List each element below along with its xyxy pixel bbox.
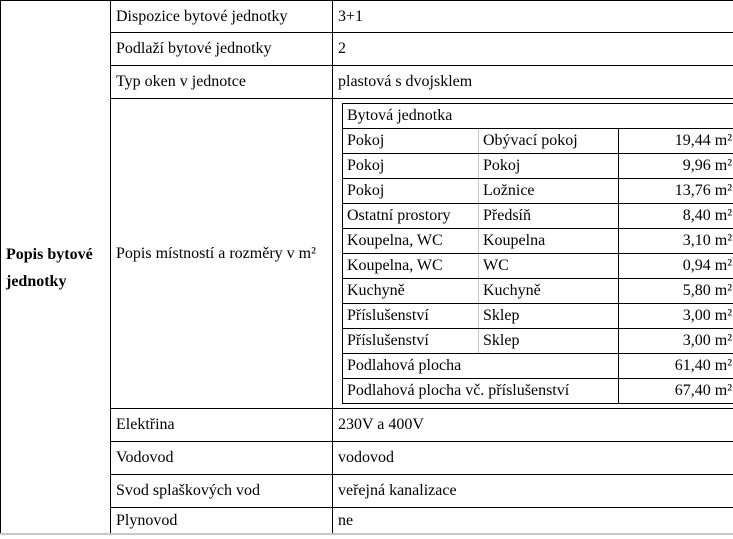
- room-name-cell: Ložnice: [479, 179, 619, 204]
- room-name-cell: Pokoj: [479, 154, 619, 179]
- room-category-cell: Kuchyně: [343, 279, 479, 304]
- room-area-cell: 13,76 m²: [619, 179, 733, 204]
- spec-row-label: Dispozice bytové jednotky: [111, 1, 333, 33]
- room-name-cell: Sklep: [479, 304, 619, 329]
- room-category-cell: Koupelna, WC: [343, 254, 479, 279]
- room-area-cell: 19,44 m²: [619, 129, 733, 154]
- spec-row-value: ne: [333, 508, 733, 535]
- room-area-cell: 0,94 m²: [619, 254, 733, 279]
- room-category-cell: Pokoj: [343, 129, 479, 154]
- rooms-table: [342, 103, 733, 404]
- spec-row-label: Elektřina: [111, 409, 333, 442]
- spec-row-label: Popis místností a rozměry v m²: [111, 99, 333, 409]
- room-row: [343, 304, 733, 329]
- spec-row-label: Svod splaškových vod: [111, 475, 333, 508]
- room-category-cell: Příslušenství: [343, 329, 479, 354]
- room-name-cell: Předsíň: [479, 204, 619, 229]
- room-category-cell: Příslušenství: [343, 304, 479, 329]
- room-name-cell: Obývací pokoj: [479, 129, 619, 154]
- rooms-total-row: [343, 379, 733, 404]
- total-area-cell: 67,40 m²: [619, 379, 733, 404]
- spec-row-value: plastová s dvojsklem: [333, 66, 733, 99]
- room-area-cell: 3,10 m²: [619, 229, 733, 254]
- table-row-rooms: [1, 99, 733, 409]
- table-row: [1, 1, 733, 33]
- table-row: [1, 33, 733, 66]
- room-category-cell: Ostatní prostory: [343, 204, 479, 229]
- total-area-cell: 61,40 m²: [619, 354, 733, 379]
- room-area-cell: 8,40 m²: [619, 204, 733, 229]
- room-row: [343, 279, 733, 304]
- spec-row-value: vodovod: [333, 442, 733, 475]
- room-name-cell: Koupelna: [479, 229, 619, 254]
- section-title: Popis bytové jednotky: [1, 1, 111, 535]
- rooms-header-row: [343, 104, 733, 129]
- room-name-cell: WC: [479, 254, 619, 279]
- room-name-cell: Kuchyně: [479, 279, 619, 304]
- room-row: [343, 129, 733, 154]
- total-label-cell: Podlahová plocha vč. příslušenství: [343, 379, 619, 404]
- table-row: [1, 508, 733, 535]
- room-area-cell: 3,00 m²: [619, 329, 733, 354]
- spec-row-label: Plynovod: [111, 508, 333, 535]
- room-category-cell: Koupelna, WC: [343, 229, 479, 254]
- spec-row-value: 2: [333, 33, 733, 66]
- room-row: [343, 204, 733, 229]
- spec-row-value: veřejná kanalizace: [333, 475, 733, 508]
- table-row: [1, 475, 733, 508]
- spec-row-label: Vodovod: [111, 442, 333, 475]
- room-name-cell: Sklep: [479, 329, 619, 354]
- page-bottom-edge: [0, 533, 733, 535]
- room-area-cell: 3,00 m²: [619, 304, 733, 329]
- table-row: [1, 442, 733, 475]
- table-row: [1, 409, 733, 442]
- room-category-cell: Pokoj: [343, 154, 479, 179]
- spec-row-label: Typ oken v jednotce: [111, 66, 333, 99]
- room-category-cell: Pokoj: [343, 179, 479, 204]
- rooms-header: Bytová jednotka: [343, 104, 733, 129]
- room-row: [343, 329, 733, 354]
- room-row: [343, 154, 733, 179]
- table-row: [1, 66, 733, 99]
- spec-row-value: 3+1: [333, 1, 733, 33]
- room-area-cell: 9,96 m²: [619, 154, 733, 179]
- room-row: [343, 254, 733, 279]
- room-area-cell: 5,80 m²: [619, 279, 733, 304]
- room-row: [343, 179, 733, 204]
- spec-row-value: 230V a 400V: [333, 409, 733, 442]
- total-label-cell: Podlahová plocha: [343, 354, 619, 379]
- rooms-total-row: [343, 354, 733, 379]
- rooms-cell: [333, 99, 733, 409]
- spec-row-label: Podlaží bytové jednotky: [111, 33, 333, 66]
- room-row: [343, 229, 733, 254]
